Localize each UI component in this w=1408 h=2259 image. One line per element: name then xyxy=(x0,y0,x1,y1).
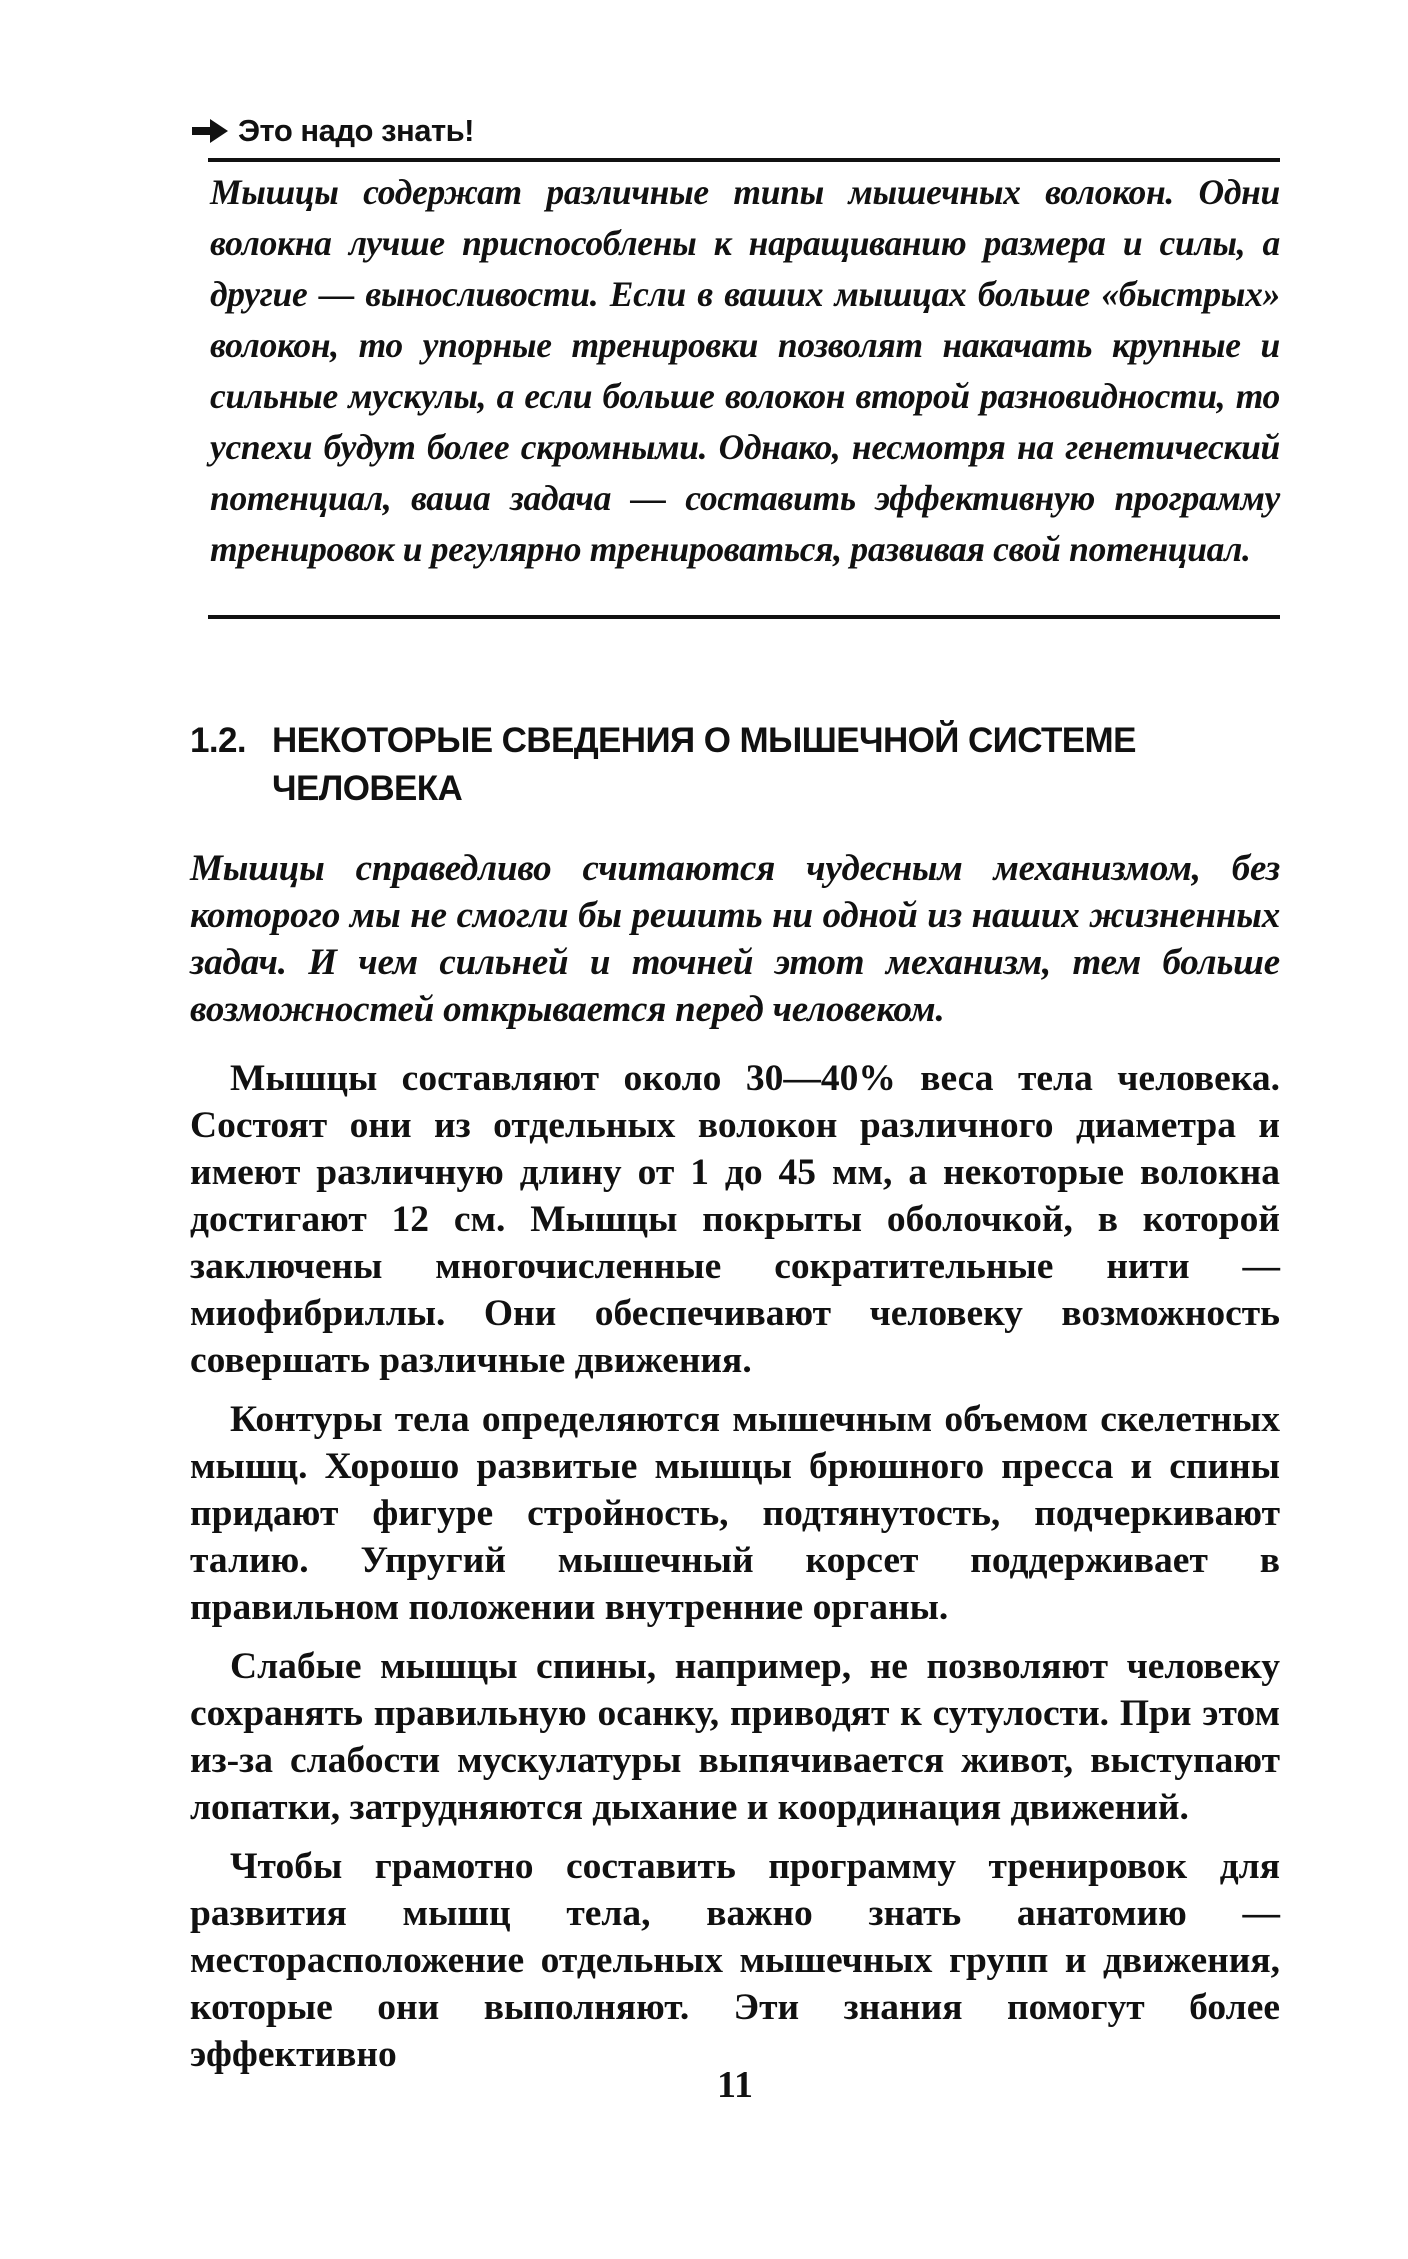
book-page xyxy=(190,105,1280,2235)
note-top-rule xyxy=(208,158,1280,162)
section-heading xyxy=(190,717,1280,813)
section-title-line2: ЧЕЛОВЕКА xyxy=(272,769,463,808)
note-header-label: Это надо знать! xyxy=(238,113,475,148)
section-title-line1: НЕКОТОРЫЕ СВЕДЕНИЯ О МЫШЕЧНОЙ СИСТЕМЕ xyxy=(272,721,1136,760)
page-number: 11 xyxy=(717,2064,753,2106)
note-header xyxy=(190,105,1280,157)
section-number: 1.2. xyxy=(190,721,246,760)
paragraph: Слабые мышцы спины, например, не позволяют человеку сохранять правильную осанку, приводят к сутулости. При этом из-за слабости мускулатуры выпячивается живот, выступают лопатки, затрудняются дыхание и координация движений. xyxy=(190,1646,1280,1828)
note-bottom-rule xyxy=(208,615,1280,619)
arrow-right-icon xyxy=(190,116,230,146)
paragraph: Контуры тела определяются мышечным объемом скелетных мышц. Хорошо развитые мышцы брюшного пресса и спины придают фигуре стройность, подтянутость, подчеркивают талию. Упругий мышечный корсет поддерживает в правильном положении внутренние органы. xyxy=(190,1399,1280,1628)
body-text xyxy=(190,1055,1280,2090)
lead-paragraph: Мышцы справедливо считаются чудесным механизмом, без которого мы не смогли бы решить ни одной из наших жизненных задач. И чем сильней и точней этот механизм, тем больше возможностей открывается перед человеком. xyxy=(190,848,1280,1030)
paragraph: Мышцы составляют около 30—40% веса тела человека. Состоят они из отдельных волокон различного диаметра и имеют различную длину от 1 до 45 мм, а некоторые волокна достигают 12 см. Мышцы покрыты оболочкой, в которой заключены многочисленные сократительные нити — миофибриллы. Они обеспечивают человеку возможность совершать различные движения. xyxy=(190,1058,1280,1381)
note-text: Мышцы содержат различные типы мышечных волокон. Одни волокна лучше приспособлены к наращиванию размера и силы, а другие — выносливости. Если в ваших мышцах больше «быстрых» волокон, то упорные тренировки позволят накачать крупные и сильные мускулы, а если больше волокон второй разновидности, то успехи будут более скромными. Однако, несмотря на генетический потенциал, ваша задача — составить эффективную программу тренировок и регулярно тренироваться, развивая свой потенциал. xyxy=(210,172,1280,569)
paragraph: Чтобы грамотно составить программу тренировок для развития мышц тела, важно знать анатомию — месторасположение отдельных мышечных групп и движения, которые они выполняют. Эти знания помогут более эффективно xyxy=(190,1846,1280,2075)
